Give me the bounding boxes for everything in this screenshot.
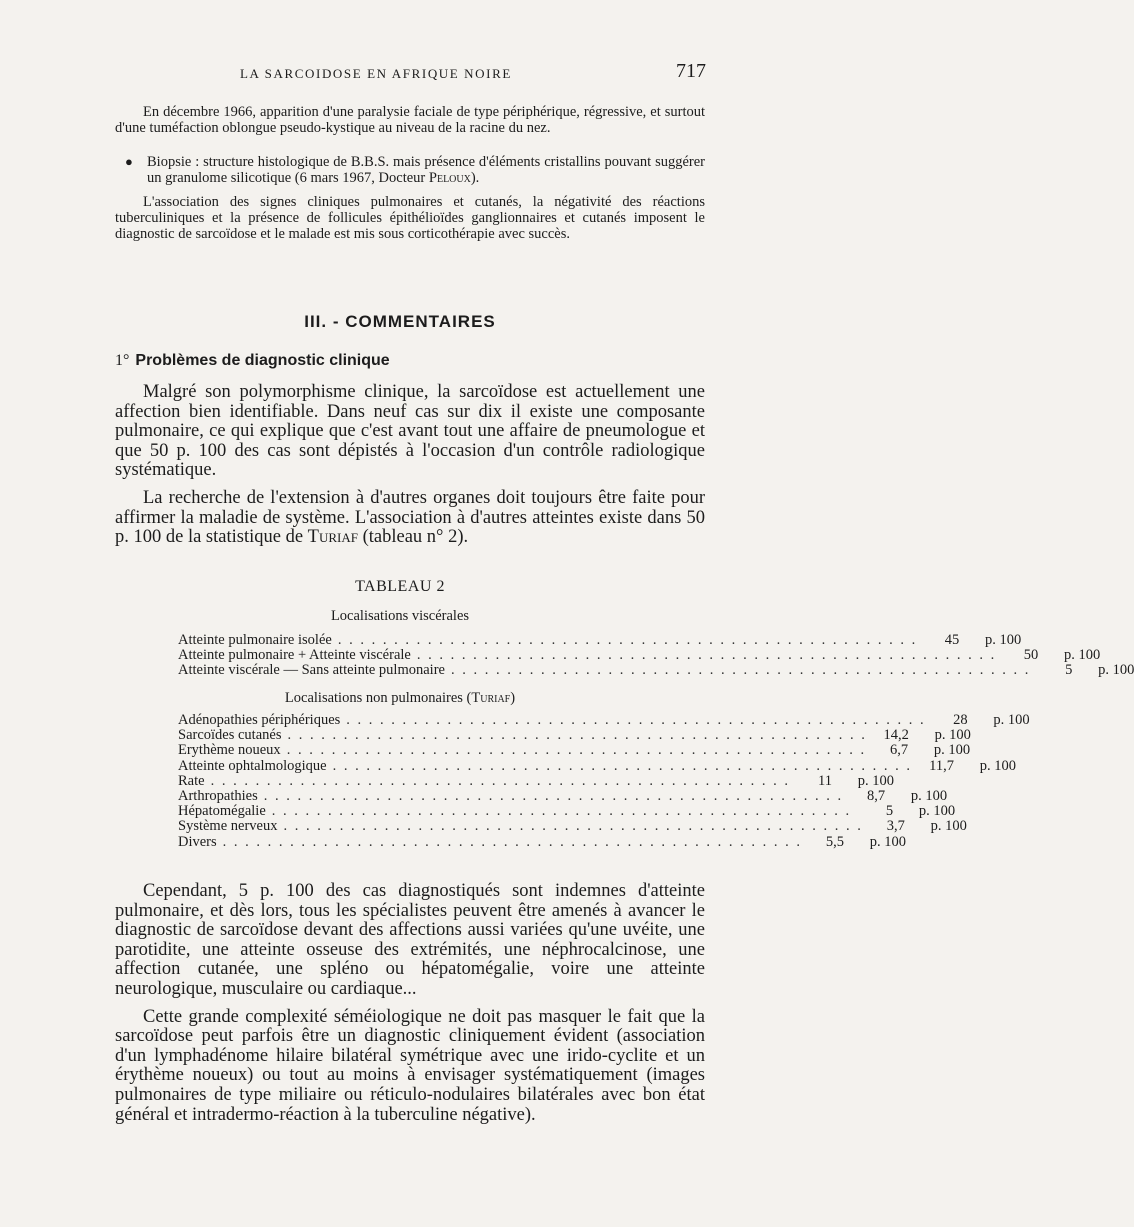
dot-leader: . . . . . . . . . . . . . . . . . . . . . . . . . . . . . . . . . . . . . . . . . . . . . . . . . . . . — [283, 818, 863, 835]
body-paragraph-1: Malgré son polymorphisme clinique, la sarcoïdose est actuellement une affection bien identifiable. Dans neuf cas sur dix il existe une composante pulmonaire, ce qui explique que c'est avant tout une affaire de pneumologue et que 50 p. 100 des cas sont dépistés à l'occasion d'un contrôle radiologique systématique. — [115, 382, 705, 481]
row-label: Atteinte pulmonaire + Atteinte viscérale — [178, 647, 411, 664]
row-unit: p. 100 — [993, 712, 1030, 728]
row-value: 3,7 — [886, 818, 905, 835]
author-name: Turiaf — [307, 527, 358, 548]
row-label: Rate — [178, 772, 205, 789]
body-paragraph-3: Cependant, 5 p. 100 des cas diagnostiqués sont indemnes d'atteinte pulmonaire, et dès lors, tous les spécialistes peuvent être amenés à avancer le diagnostic de sarcoïdose devant des affections aussi variées qu'une uvéite, une parotidite, une atteinte osseuse des extrémités, une néphrocalcinose, une affection cutanée, une spléno ou hépatomégalie, voire une atteinte neurologique, musculaire ou cardiaque... — [115, 881, 705, 999]
author-name: Peloux — [428, 170, 471, 186]
table-row — [178, 833, 907, 850]
table-group-1 — [178, 632, 1134, 679]
table-row — [178, 742, 971, 759]
row-label: Atteinte pulmonaire isolée — [178, 632, 332, 648]
row-unit: p. 100 — [930, 818, 967, 835]
running-title: LA SARCOIDOSE EN AFRIQUE NOIRE — [240, 66, 512, 81]
dot-leader: . . . . . . . . . . . . . . . . . . . . . . . . . . . . . . . . . . . . . . . . . . . . . . . . . . . . — [332, 757, 912, 774]
subsection-title: 1° Problèmes de diagnostic clinique — [115, 352, 390, 369]
table-row — [178, 712, 1030, 728]
row-label: Atteinte ophtalmologique — [178, 757, 327, 774]
body-text-top — [115, 383, 705, 548]
dot-leader: . . . . . . . . . . . . . . . . . . . . . . . . . . . . . . . . . . . . . . . . . . . . . . . . . . . . — [287, 727, 867, 744]
table-row — [178, 662, 1134, 679]
bullet-icon: ● — [125, 154, 133, 169]
row-unit: p. 100 — [918, 803, 956, 820]
row-label: Hépatomégalie — [178, 803, 266, 820]
dot-leader: . . . . . . . . . . . . . . . . . . . . . . . . . . . . . . . . . . . . . . . . . . . . . . . . . . . . — [337, 632, 918, 648]
table-row — [178, 803, 956, 820]
row-value: 5 — [1065, 662, 1073, 679]
row-value: 11 — [817, 772, 832, 789]
intro-paragraph-2: L'association des signes cliniques pulmonaires et cutanés, la négativité des réactions tuberculiniques et la présence de follicules épithélioïdes ganglionnaires et cutanés imposent le diagnostic de sarcoïdose et le malade est mis sous corticothérapie avec succès. — [115, 194, 705, 242]
row-label: Sarcoïdes cutanés — [178, 727, 282, 744]
row-value: 5 — [885, 803, 894, 820]
dot-leader: . . . . . . . . . . . . . . . . . . . . . . . . . . . . . . . . . . . . . . . . . . . . . . . . . . . . — [271, 803, 852, 820]
row-value: 50 — [1023, 647, 1039, 664]
table-row — [178, 647, 1101, 664]
dot-leader: . . . . . . . . . . . . . . . . . . . . . . . . . . . . . . . . . . . . . . . . . . . . . . . . . . . . — [210, 772, 790, 789]
row-value: 14,2 — [883, 727, 909, 744]
section-title: III. - COMMENTAIRES — [304, 312, 496, 331]
table-row — [178, 757, 1016, 774]
row-unit: p. 100 — [1063, 647, 1101, 664]
dot-leader: . . . . . . . . . . . . . . . . . . . . . . . . . . . . . . . . . . . . . . . . . . . . . . . . . . . . — [222, 833, 803, 850]
body-text-bottom — [115, 882, 705, 1125]
row-value: 5,5 — [825, 833, 845, 850]
row-unit: p. 100 — [910, 787, 948, 804]
table-row — [178, 772, 894, 789]
table-row — [178, 818, 967, 835]
dot-leader: . . . . . . . . . . . . . . . . . . . . . . . . . . . . . . . . . . . . . . . . . . . . . . . . . . . . — [416, 647, 997, 664]
body-paragraph-4: Cette grande complexité séméiologique ne doit pas masquer le fait que la sarcoïdose peut parfois être un diagnostic cliniquement évident (association d'un lymphadénome hilaire bilatéral symétrique avec une irido-cyclite et un érythème noueux) ou tout au moins à envisager systématiquement (images pulmonaires de type miliaire ou réticulo-nodulaires bilatérales avec bon état général et intradermo-réaction à la tuberculine négative). — [115, 1006, 705, 1125]
dot-leader: . . . . . . . . . . . . . . . . . . . . . . . . . . . . . . . . . . . . . . . . . . . . . . . . . . . . — [450, 662, 1031, 679]
dot-leader: . . . . . . . . . . . . . . . . . . . . . . . . . . . . . . . . . . . . . . . . . . . . . . . . . . . . — [286, 742, 867, 759]
dot-leader: . . . . . . . . . . . . . . . . . . . . . . . . . . . . . . . . . . . . . . . . . . . . . . . . . . . . — [263, 787, 844, 804]
row-value: 8,7 — [866, 787, 886, 804]
row-unit: p. 100 — [979, 757, 1016, 774]
page-number: 717 — [676, 60, 706, 82]
row-value: 45 — [944, 632, 960, 648]
row-value: 11,7 — [929, 757, 954, 774]
row-unit: p. 100 — [933, 742, 971, 759]
row-label: Divers — [178, 833, 217, 850]
row-unit: p. 100 — [857, 772, 894, 789]
row-unit: p. 100 — [1098, 662, 1134, 679]
table-group-2 — [178, 712, 1030, 850]
row-label: Atteinte viscérale — Sans atteinte pulmonaire — [178, 662, 445, 679]
intro-paragraph-1: En décembre 1966, apparition d'une paralysie faciale de type périphérique, régressive, et surtout d'une tuméfaction oblongue pseudo-kystique au niveau de la racine du nez. — [115, 104, 705, 136]
row-unit: p. 100 — [934, 727, 971, 744]
table-group-2-title: Localisations non pulmonaires (Turiaf) — [284, 690, 516, 706]
row-label: Erythème noueux — [178, 742, 281, 759]
dot-leader: . . . . . . . . . . . . . . . . . . . . . . . . . . . . . . . . . . . . . . . . . . . . . . . . . . . . — [346, 712, 926, 728]
table-group-1-title: Localisations viscérales — [330, 608, 470, 624]
row-label: Adénopathies périphériques — [178, 712, 341, 728]
biopsy-bullet: ● Biopsie : structure histologique de B.B.S. mais présence d'éléments cristallins pouvant suggérer un granulome silicotique (6 mars 1967, Docteur Peloux). — [125, 154, 705, 186]
row-unit: p. 100 — [869, 833, 907, 850]
row-label: Système nerveux — [178, 818, 278, 835]
table-row — [178, 632, 1022, 648]
row-unit: p. 100 — [984, 632, 1022, 648]
table-title: TABLEAU 2 — [355, 578, 445, 595]
table-row — [178, 727, 971, 744]
table-row — [178, 787, 948, 804]
body-paragraph-2: La recherche de l'extension à d'autres organes doit toujours être faite pour affirmer la maladie de système. L'association à d'autres atteintes existe dans 50 p. 100 de la statistique de Turiaf (tableau n° 2). — [115, 487, 705, 548]
row-value: 6,7 — [889, 742, 909, 759]
row-label: Arthropathies — [178, 787, 258, 804]
row-value: 28 — [953, 712, 968, 728]
